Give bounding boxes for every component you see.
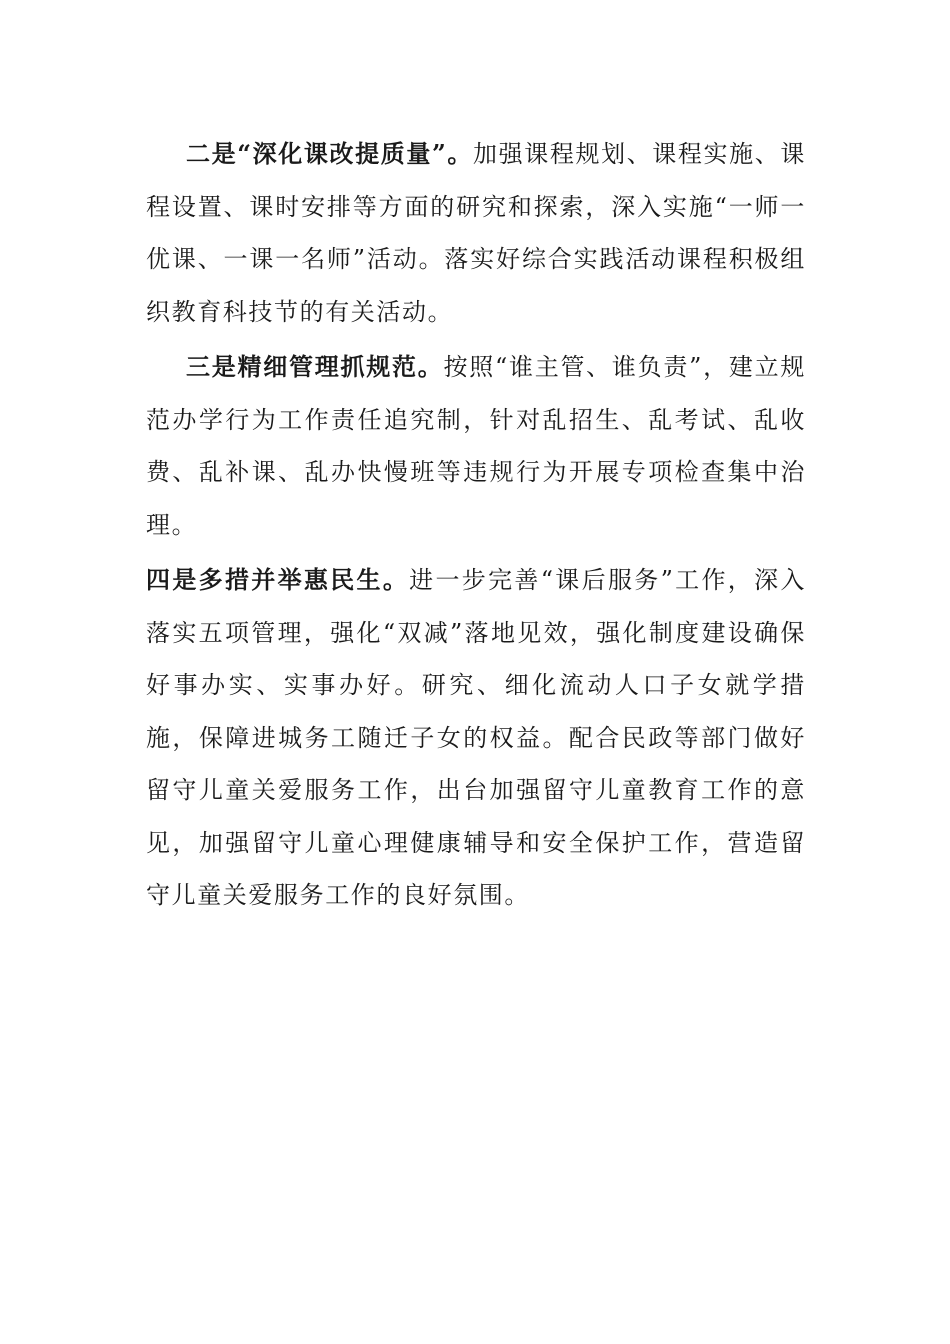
- paragraph-text: 加强课程规划、课程实施、课程设置、课时安排等方面的研究和探索，深入实施“一师一优课、一课一名师”活动。落实好综合实践活动课程积极组织教育科技节的有关活动。: [146, 140, 806, 326]
- paragraph-livelihood: [146, 554, 806, 922]
- paragraph-lead: 二是“深化课改提质量”。: [186, 139, 473, 168]
- paragraph-curriculum-reform: [146, 128, 806, 338]
- document-body: [146, 128, 806, 922]
- paragraph-text: 按照“谁主管、谁负责”，建立规范办学行为工作责任追究制，针对乱招生、乱考试、乱收费、乱补课、乱办快慢班等违规行为开展专项检查集中治理。: [146, 353, 807, 539]
- paragraph-lead: 四是多措并举惠民生。: [146, 565, 410, 594]
- paragraph-lead: 三是精细管理抓规范。: [186, 352, 444, 381]
- paragraph-text: 进一步完善“课后服务”工作，深入落实五项管理，强化“双减”落地见效，强化制度建设确保好事办实、实事办好。研究、细化流动人口子女就学措施，保障进城务工随迁子女的权益。配合民政等部门做好留守儿童关爱服务工作，出台加强留守儿童教育工作的意见，加强留守儿童心理健康辅导和安全保护工作，营造留守儿童关爱服务工作的良好氛围。: [146, 566, 807, 909]
- paragraph-fine-management: [146, 341, 806, 551]
